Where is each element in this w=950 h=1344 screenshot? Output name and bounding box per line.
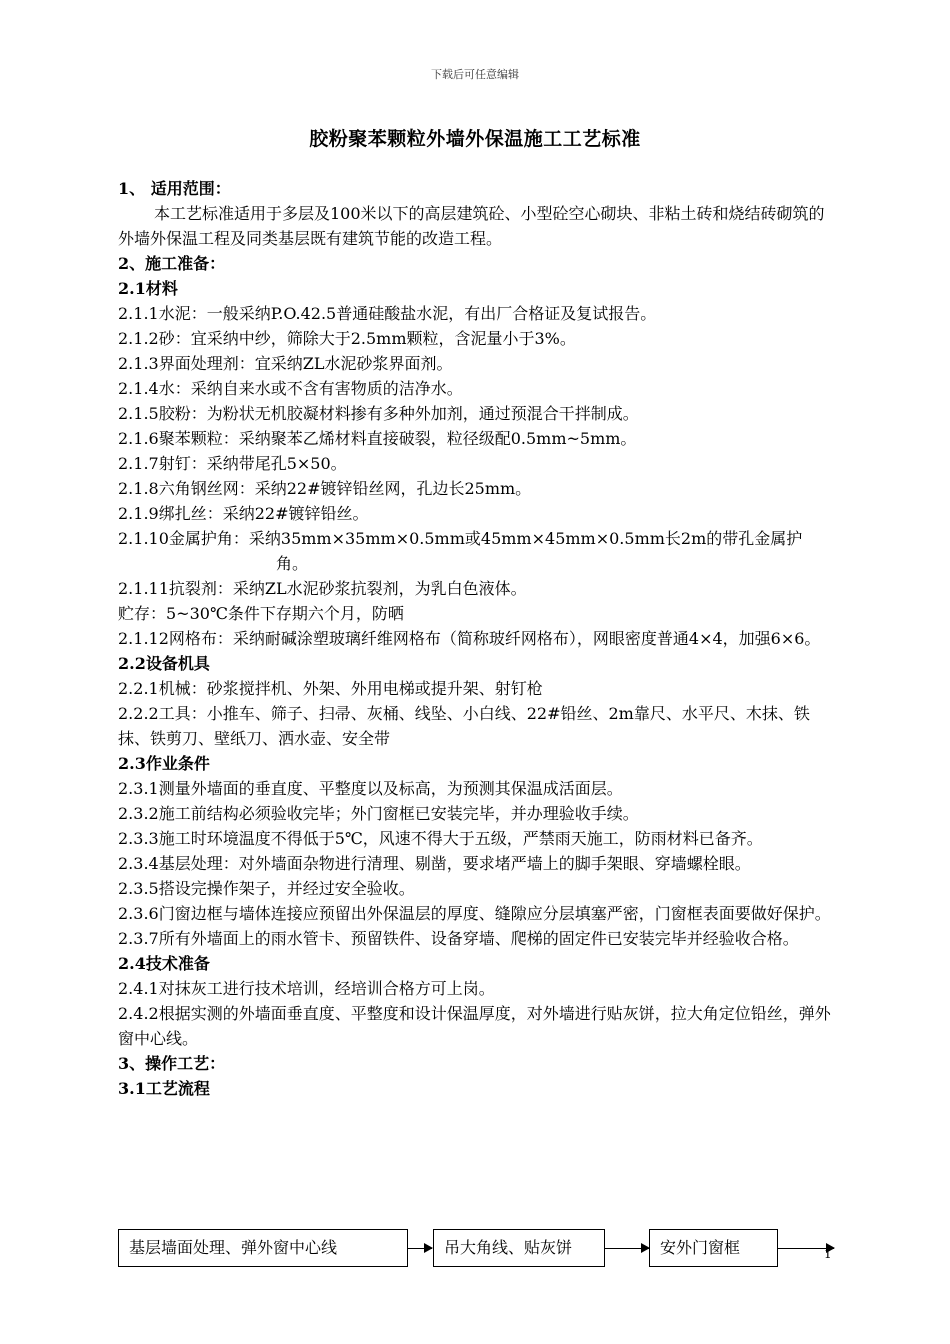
paragraph-line: 2.3.3施工时环境温度不得低于5℃，风速不得大于五级，严禁雨天施工，防雨材料已备齐。	[118, 829, 763, 848]
section-heading: 3、操作工艺：	[118, 1054, 226, 1073]
process-flowchart	[118, 1229, 838, 1273]
paragraph-line: 2.3.5搭设完操作架子，并经过安全验收。	[118, 879, 415, 898]
paragraph-line: 2.1.9绑扎丝：采纳22#镀锌铅丝。	[118, 504, 369, 523]
section-heading: 2、施工准备：	[118, 254, 226, 273]
flow-step: 安外门窗框	[649, 1229, 778, 1267]
section-heading: 2.1材料	[118, 279, 178, 298]
paragraph-line: 2.3.6门窗边框与墙体连接应预留出外保温层的厚度、缝隙应分层填塞严密，门窗框表面要做好保护。	[118, 904, 831, 923]
paragraph-line: 2.2.1机械：砂浆搅拌机、外架、外用电梯或提升架、射钉枪	[118, 679, 543, 698]
document-title: 胶粉聚苯颗粒外墙外保温施工工艺标准	[309, 128, 641, 150]
flow-arrow	[605, 1248, 649, 1249]
section-heading: 1、 适用范围：	[118, 179, 231, 198]
page-number: 1	[824, 1247, 832, 1261]
paragraph-line: 2.1.5胶粉：为粉状无机胶凝材料掺有多种外加剂，通过预混合干拌制成。	[118, 404, 639, 423]
section-heading: 2.4技术准备	[118, 954, 210, 973]
paragraph-line: 2.4.1对抹灰工进行技术培训，经培训合格方可上岗。	[118, 979, 495, 998]
paragraph-line: 2.1.11抗裂剂：采纳ZL水泥砂浆抗裂剂，为乳白色液体。	[118, 579, 527, 598]
paragraph-line: 2.1.8六角钢丝网：采纳22#镀锌铅丝网，孔边长25mm。	[118, 479, 532, 498]
section-heading: 3.1工艺流程	[118, 1079, 210, 1098]
paragraph-line: 贮存：5~30℃条件下存期六个月，防晒	[118, 604, 404, 623]
document-body	[118, 176, 833, 1101]
paragraph-line: 2.1.1水泥：一般采纳P.O.42.5普通硅酸盐水泥，有出厂合格证及复试报告。	[118, 304, 657, 323]
paragraph-line: 2.3.2施工前结构必须验收完毕；外门窗框已安装完毕，并办理验收手续。	[118, 804, 639, 823]
paragraph-line: 2.3.7所有外墙面上的雨水管卡、预留铁件、设备穿墙、爬梯的固定件已安装完毕并经验收合格。	[118, 929, 799, 948]
paragraph-line: 2.1.2砂：宜采纳中纱，筛除大于2.5mm颗粒，含泥量小于3%。	[118, 329, 576, 348]
paragraph-line: 2.1.4水：采纳自来水或不含有害物质的洁净水。	[118, 379, 463, 398]
flow-arrow	[408, 1248, 432, 1249]
flow-step: 基层墙面处理、弹外窗中心线	[118, 1229, 408, 1267]
paragraph-line: 2.3.4基层处理：对外墙面杂物进行清理、剔凿，要求堵严墙上的脚手架眼、穿墙螺栓眼。	[118, 854, 751, 873]
paragraph-line: 2.1.3界面处理剂：宜采纳ZL水泥砂浆界面剂。	[118, 354, 453, 373]
paragraph-line: 2.2.2工具：小推车、筛子、扫帚、灰桶、线坠、小白线、22#铅丝、2m靠尺、水平尺、木抹、铁抹、铁剪刀、壁纸刀、洒水壶、安全带	[118, 704, 810, 748]
header-note: 下载后可任意编辑	[431, 68, 519, 81]
section-heading: 2.3作业条件	[118, 754, 210, 773]
paragraph-line: 2.4.2根据实测的外墙面垂直度、平整度和设计保温厚度，对外墙进行贴灰饼，拉大角定位铅丝，弹外窗中心线。	[118, 1004, 831, 1048]
paragraph-line: 2.3.1测量外墙面的垂直度、平整度以及标高，为预测其保温成活面层。	[118, 779, 623, 798]
paragraph-line: 本工艺标准适用于多层及100米以下的高层建筑砼、小型砼空心砌块、非粘土砖和烧结砖砌筑的外墙外保温工程及同类基层既有建筑节能的改造工程。	[118, 204, 825, 248]
paragraph-line: 2.1.12网格布：采纳耐碱涂塑玻璃纤维网格布（简称玻纤网格布），网眼密度普通4×4，加强6×6。	[118, 629, 821, 648]
paragraph-line: 2.1.7射钉：采纳带尾孔5×50。	[118, 454, 347, 473]
flow-step: 吊大角线、贴灰饼	[433, 1229, 605, 1267]
paragraph-line: 2.1.10金属护角：采纳35mm×35mm×0.5mm或45mm×45mm×0.5mm长2m的带孔金属护角。	[118, 529, 803, 573]
paragraph-line: 2.1.6聚苯颗粒：采纳聚苯乙烯材料直接破裂，粒径级配0.5mm~5mm。	[118, 429, 637, 448]
section-heading: 2.2设备机具	[118, 654, 210, 673]
